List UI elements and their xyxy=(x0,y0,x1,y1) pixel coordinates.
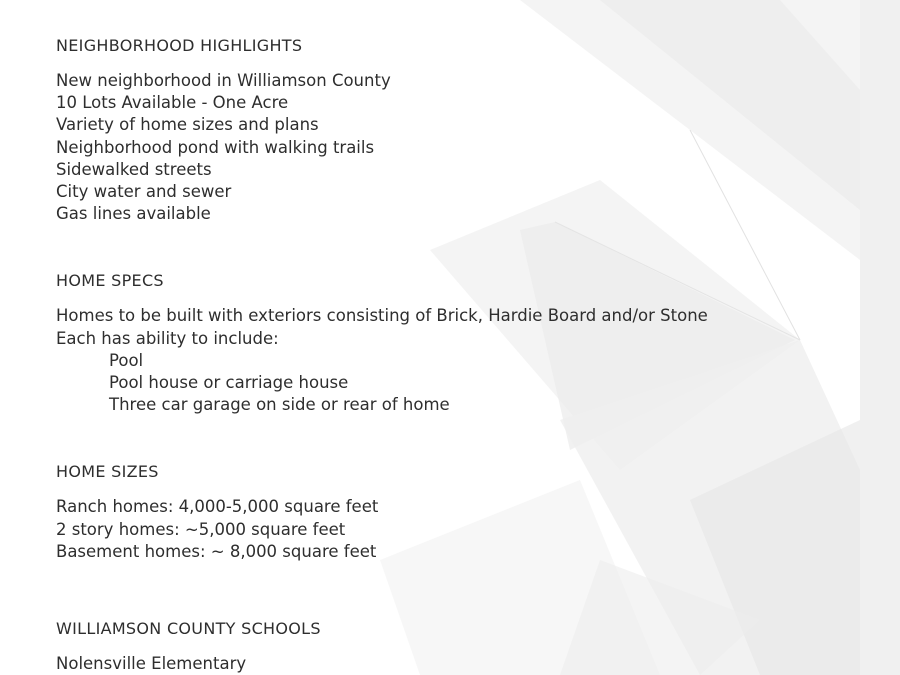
schools-list xyxy=(56,653,836,675)
list-item: New neighborhood in Williamson County xyxy=(56,71,391,90)
list-item: Nolensville Elementary xyxy=(56,654,247,674)
list-item: 10 Lots Available - One Acre xyxy=(56,93,289,113)
list-item: Ranch homes: 4,000-5,000 square feet xyxy=(56,497,379,517)
neighborhood-highlights-list xyxy=(56,70,836,225)
heading-neighborhood-highlights: NEIGHBORHOOD HIGHLIGHTS xyxy=(56,36,303,55)
list-item: 2 story homes: ~5,000 square feet xyxy=(56,519,346,539)
list-item: Homes to be built with exteriors consisting of Brick, Hardie Board and/or Stone xyxy=(56,306,708,326)
content-column xyxy=(56,0,836,675)
heading-home-sizes: HOME SIZES xyxy=(56,462,159,482)
list-item-indented: Pool xyxy=(109,350,144,370)
list-item: Gas lines available xyxy=(56,204,211,224)
list-item-indented: Three car garage on side or rear of home xyxy=(109,395,450,415)
list-item: Neighborhood pond with walking trails xyxy=(56,137,375,157)
list-item: Basement homes: ~ 8,000 square feet xyxy=(56,541,377,561)
home-specs-list xyxy=(56,305,836,416)
list-item: Variety of home sizes and plans xyxy=(56,115,319,135)
heading-williamson-county-schools: WILLIAMSON COUNTY SCHOOLS xyxy=(56,619,321,639)
list-item-indented: Pool house or carriage house xyxy=(109,373,349,393)
heading-home-specs: HOME SPECS xyxy=(56,271,164,291)
list-item: City water and sewer xyxy=(56,182,232,202)
home-sizes-list xyxy=(56,496,836,563)
list-item: Sidewalked streets xyxy=(56,159,212,179)
list-item: Each has ability to include: xyxy=(56,328,279,348)
